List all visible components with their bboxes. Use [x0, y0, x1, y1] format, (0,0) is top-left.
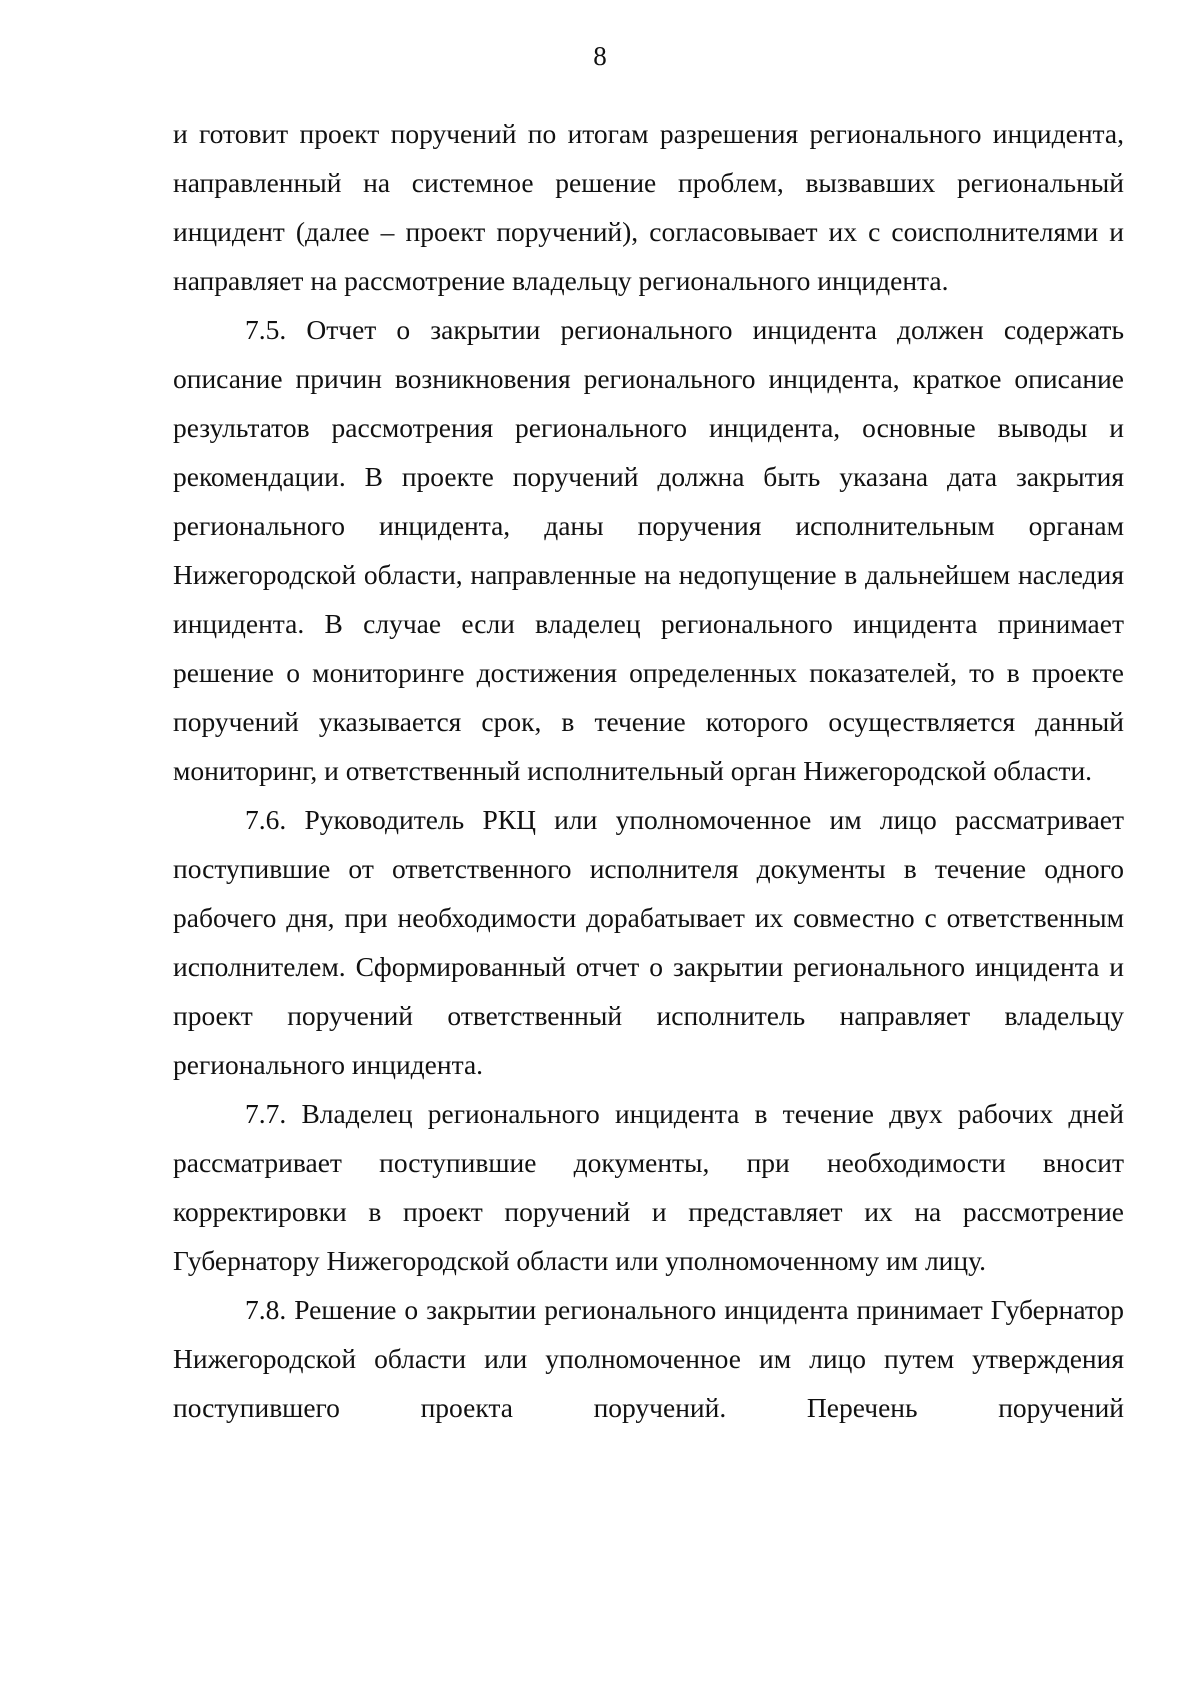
paragraph-continuation: и готовит проект поручений по итогам разрешения регионального инцидента, направленный на системное решение проблем, вызвавших региональный инцидент (далее – проект поручений), согласовывает их с соисполнителями и направляет на рассмотрение владельцу регионального инцидента.	[173, 118, 1124, 296]
page-number: 8	[593, 41, 607, 71]
document-body	[173, 109, 1124, 1432]
paragraph-7-5: 7.5. Отчет о закрытии регионального инцидента должен содержать описание причин возникновения регионального инцидента, краткое описание результатов рассмотрения регионального инцидента, основные выводы и рекомендации. В проекте поручений должна быть указана дата закрытия регионального инцидента, даны поручения исполнительным органам Нижегородской области, направленные на недопущение в дальнейшем наследия инцидента. В случае если владелец регионального инцидента принимает решение о мониторинге достижения определенных показателей, то в проекте поручений указывается срок, в течение которого осуществляется данный мониторинг, и ответственный исполнительный орган Нижегородской области.	[173, 314, 1124, 786]
paragraph-7-8: 7.8. Решение о закрытии регионального инцидента принимает Губернатор Нижегородской области или уполномоченное им лицо путем утверждения поступившего проекта поручений. Перечень поручений	[173, 1294, 1124, 1423]
paragraph-7-6: 7.6. Руководитель РКЦ или уполномоченное им лицо рассматривает поступившие от ответственного исполнителя документы в течение одного рабочего дня, при необходимости дорабатывает их совместно с ответственным исполнителем. Сформированный отчет о закрытии регионального инцидента и проект поручений ответственный исполнитель направляет владельцу регионального инцидента.	[173, 804, 1124, 1080]
paragraph-7-7: 7.7. Владелец регионального инцидента в течение двух рабочих дней рассматривает поступившие документы, при необходимости вносит корректировки в проект поручений и представляет их на рассмотрение Губернатору Нижегородской области или уполномоченному им лицу.	[173, 1098, 1124, 1276]
